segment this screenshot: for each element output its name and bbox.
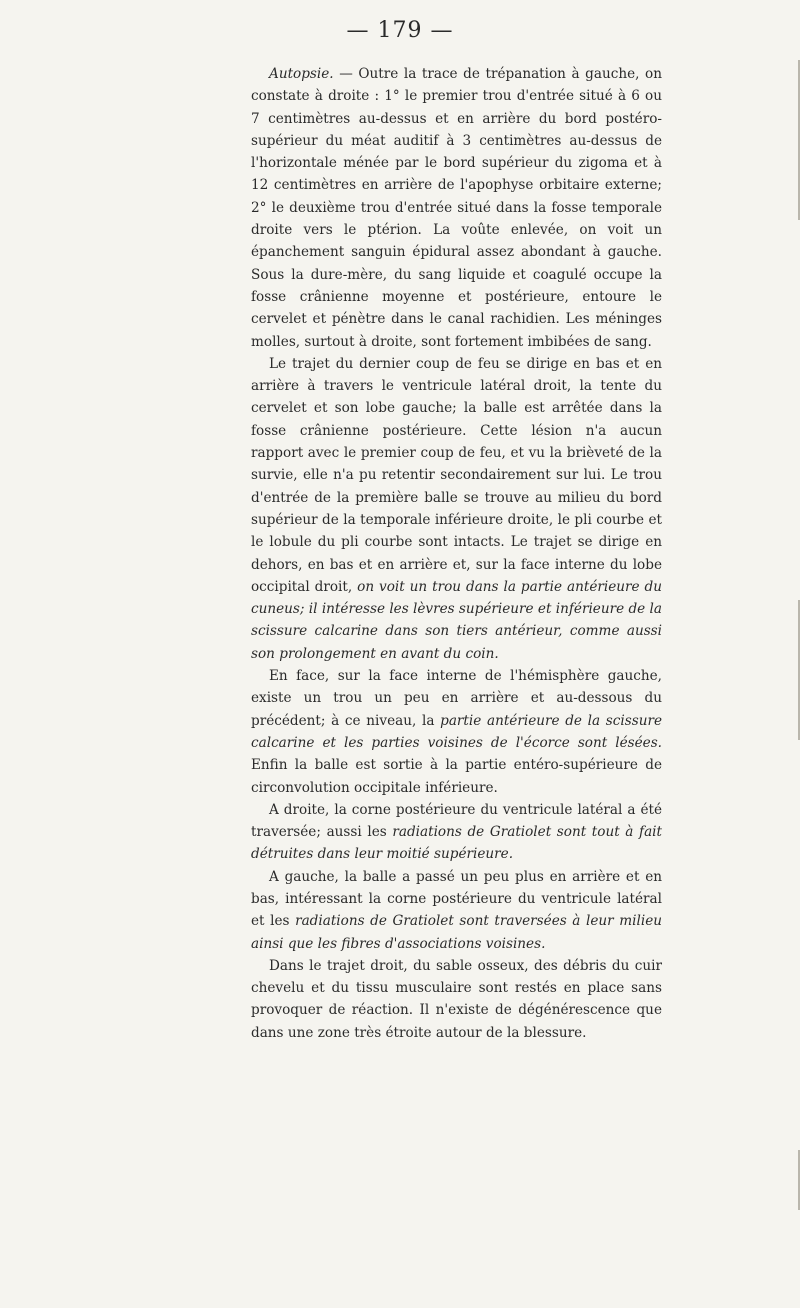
- paragraph-trajectory: [251, 353, 662, 665]
- conclusion-text: Dans le trajet droit, du sable osseux, des débris du cuir chevelu et du tissu musculaire sont restés en place sans provoquer de réaction. Il n'existe de dégénérescence que dans une zone très étroite autour de la blessure.: [251, 957, 662, 1041]
- left-hemisphere-emphasis: partie antérieure de la scissure calcarine et les parties voisines de l'écorce sont lésées.: [251, 712, 662, 751]
- body-text: [251, 63, 662, 1044]
- paragraph-conclusion: [251, 955, 662, 1044]
- paragraph-autopsy: [251, 63, 662, 353]
- left-side-emphasis: radiations de Gratiolet sont traversées à leur milieu ainsi que les fibres d'associations voisines.: [251, 913, 662, 952]
- left-hemisphere-text-2: Enfin la balle est sortie à la partie entéro-supérieure de circonvolution occipitale inférieure.: [251, 757, 662, 796]
- paragraph-left-hemisphere: [251, 665, 662, 799]
- right-side-emphasis: radiations de Gratiolet sont tout à fait détruites dans leur moitié supérieure.: [251, 824, 662, 863]
- paragraph-left-side: [251, 866, 662, 955]
- autopsy-text: — Outre la trace de trépanation à gauche, on constate à droite : 1° le premier trou d'entrée situé à 6 ou 7 centimètres au-dessus et en arrière du bord postéro-supérieur du méat auditif à 3 centimètres au-dessus de l'horizontale ménée par le bord supérieur du zigoma et à 12 centimètres en arrière de l'apophyse orbitaire externe; 2° le deuxième trou d'entrée situé dans la fosse temporale droite vers le ptérion. La voûte enlevée, on voit un épanchement sanguin épidural assez abondant à gauche. Sous la dure-mère, du sang liquide et coagulé occupe la fosse crânienne moyenne et postérieure, entoure le cervelet et pénètre dans le canal rachidien. Les méninges molles, surtout à droite, sont fortement imbibées de sang.: [251, 66, 662, 350]
- right-side-text: A droite, la corne postérieure du ventricule latéral a été traversée; aussi les: [251, 801, 662, 841]
- page-number: — 179 —: [346, 18, 454, 43]
- autopsy-heading: Autopsie.: [269, 66, 334, 82]
- trajectory-text: Le trajet du dernier coup de feu se dirige en bas et en arrière à travers le ventricule latéral droit, la tente du cervelet et son lobe gauche; la balle est arrêtée dans la fosse crânienne postérieure. Cette lésion n'a aucun rapport avec le premier coup de feu, et vu la brièveté de la survie, elle n'a pu retentir secondairement sur lui. Le trou d'entrée de la première balle se trouve au milieu du bord supérieur de la temporale inférieure droite, le pli courbe et le lobule du pli courbe sont intacts. Le trajet se dirige en dehors, en bas et en arrière et, sur la face interne du lobe occipital droit,: [251, 355, 662, 595]
- left-side-text: A gauche, la balle a passé un peu plus en arrière et en bas, intéressant la corne postérieure du ventricule latéral et les: [251, 868, 662, 930]
- paragraph-right-side: [251, 799, 662, 866]
- left-hemisphere-text-1: En face, sur la face interne de l'hémisphère gauche, existe un trou un peu en arrière et au-dessous du précédent; à ce niveau, la: [251, 668, 662, 729]
- trajectory-emphasis: on voit un trou dans la partie antérieure du cuneus; il intéresse les lèvres supérieure et inférieure de la scissure calcarine dans son tiers antérieur, comme aussi son prolongement en avant du coin.: [251, 578, 662, 662]
